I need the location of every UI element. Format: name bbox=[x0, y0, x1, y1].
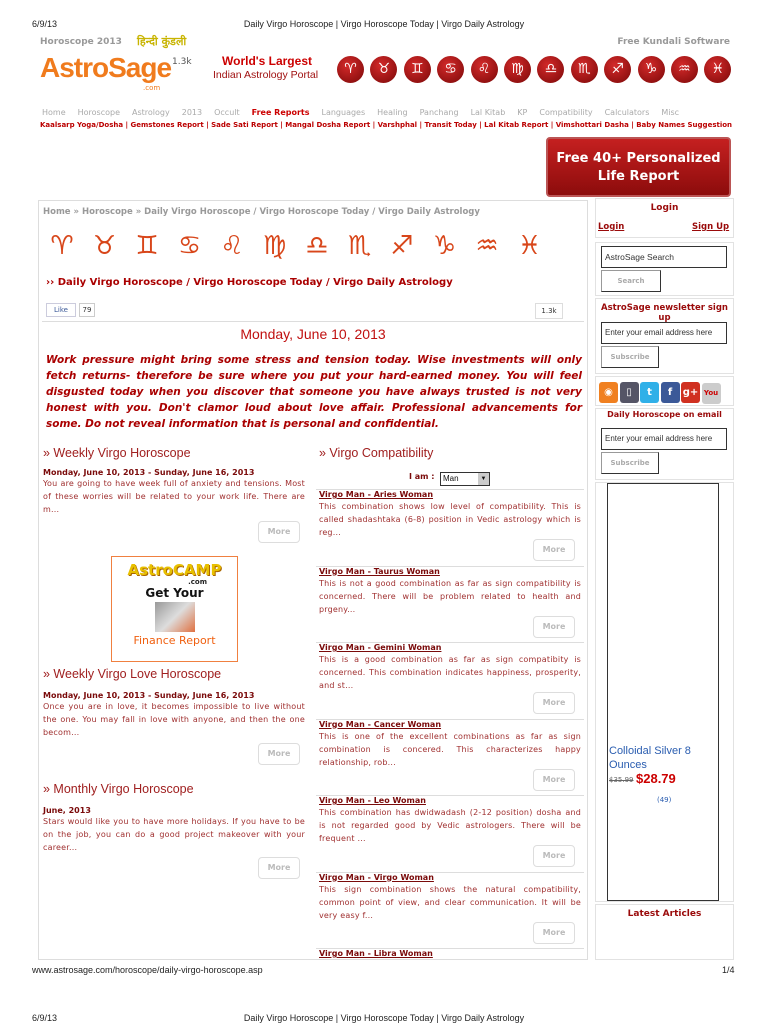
reviews-count[interactable]: (49) bbox=[657, 796, 672, 804]
zodiac-sign-icon[interactable]: ♎ bbox=[305, 231, 329, 261]
iam-label: I am : bbox=[409, 472, 435, 481]
zodiac-circle-icon[interactable]: ♊ bbox=[404, 56, 431, 83]
monthly-text: Stars would like you to have more holidays. If you have to be on the job, you can do a good project makeover with your career... bbox=[43, 817, 305, 852]
monthly-date: June, 2013 bbox=[43, 806, 91, 815]
cta-line1: Free 40+ Personalized bbox=[556, 151, 721, 166]
compat-item-text: This is one of the excellent combinations as far as sign combination is concered. This characterizes happy relationship, rob... bbox=[319, 731, 581, 767]
nav-item[interactable]: Misc bbox=[661, 108, 680, 117]
rss-icon[interactable]: ◉ bbox=[599, 382, 618, 403]
twitter-icon[interactable]: t bbox=[640, 382, 659, 403]
nav-item[interactable]: Panchang bbox=[419, 108, 459, 117]
zodiac-sign-icon[interactable]: ♐ bbox=[390, 231, 414, 261]
compat-item-title[interactable]: Virgo Man - Libra Woman bbox=[319, 949, 433, 958]
compat-more-button[interactable]: More bbox=[533, 845, 575, 867]
price: $28.79 bbox=[636, 771, 676, 786]
zodiac-circle-icon[interactable]: ♈ bbox=[337, 56, 364, 83]
compat-item-title[interactable]: Virgo Man - Cancer Woman bbox=[319, 719, 442, 729]
print-page-number: 1/4 bbox=[722, 965, 735, 975]
ad-com: .com bbox=[188, 578, 207, 586]
compat-item-title[interactable]: Virgo Man - Gemini Woman bbox=[319, 643, 442, 652]
search-input[interactable]: AstroSage Search bbox=[601, 246, 727, 268]
nav-item[interactable]: Astrology bbox=[132, 108, 170, 117]
zodiac-sign-icon[interactable]: ♌ bbox=[220, 231, 244, 261]
gender-select[interactable] bbox=[440, 472, 490, 486]
newsletter-email-input[interactable]: Enter your email address here bbox=[601, 322, 727, 344]
nav-item[interactable]: Occult bbox=[214, 108, 240, 117]
google-plus-icon[interactable]: g+ bbox=[681, 382, 700, 403]
nav-item[interactable]: Compatibility bbox=[539, 108, 593, 117]
zodiac-sign-icon[interactable]: ♓ bbox=[517, 231, 542, 261]
old-price: $35.99 bbox=[609, 776, 634, 784]
zodiac-circle-icon[interactable]: ♍ bbox=[504, 56, 531, 83]
zodiac-sign-icon[interactable]: ♋ bbox=[177, 231, 202, 261]
zodiac-circle-icon[interactable]: ♎ bbox=[537, 56, 564, 83]
search-button[interactable]: Search bbox=[601, 270, 661, 292]
zodiac-circle-icon[interactable]: ♉ bbox=[370, 56, 397, 83]
weekly-love-more-button[interactable]: More bbox=[258, 743, 300, 765]
compat-item-text: This is not a good combination as far as sign compatibility is concerned. There will be problem related to health and prgeny... bbox=[319, 578, 581, 614]
login-title: Login bbox=[650, 203, 679, 213]
monthly-title[interactable]: » Monthly Virgo Horoscope bbox=[43, 782, 194, 796]
weekly-text: You are going to have week full of anxiety and tensions. Most of these worries will be related to your work life. There are m... bbox=[43, 479, 305, 514]
login-link[interactable]: Login bbox=[598, 222, 625, 232]
compat-title[interactable]: » Virgo Compatibility bbox=[319, 446, 434, 460]
logo-com: .com bbox=[143, 84, 161, 92]
ad-brand: AstroCAMP bbox=[127, 561, 222, 579]
nav-item[interactable]: KP bbox=[517, 108, 528, 117]
tagline-2: Indian Astrology Portal bbox=[213, 69, 319, 81]
print-date: 6/9/13 bbox=[32, 19, 58, 29]
compat-item-title[interactable]: Virgo Man - Taurus Woman bbox=[319, 566, 440, 576]
compat-item-text: This combination has dwidwadash (2-12 position) dosha and is not regarded good by Vedic astrologers. There will be frequent ... bbox=[319, 808, 581, 843]
nav-item[interactable]: 2013 bbox=[181, 108, 203, 117]
compat-more-button[interactable]: More bbox=[533, 692, 575, 714]
nav-item[interactable]: Free Reports bbox=[251, 108, 310, 117]
zodiac-sign-icon[interactable]: ♍ bbox=[262, 231, 287, 261]
zodiac-circle-icon[interactable]: ♌ bbox=[471, 56, 498, 83]
nav-item[interactable]: Languages bbox=[321, 108, 366, 117]
page-heading: ›› Daily Virgo Horoscope / Virgo Horoscope Today / Virgo Daily Astrology bbox=[46, 277, 453, 288]
zodiac-sign-icon[interactable]: ♊ bbox=[135, 231, 159, 261]
product-ad[interactable] bbox=[607, 483, 719, 901]
social-icons bbox=[595, 376, 734, 406]
zodiac-circle-icon[interactable]: ♑ bbox=[638, 56, 665, 83]
print-date-2: 6/9/13 bbox=[32, 1013, 58, 1023]
monthly-more-button[interactable]: More bbox=[258, 857, 300, 879]
latest-articles-title: Latest Articles bbox=[627, 909, 702, 919]
print-title-2: Daily Virgo Horoscope | Virgo Horoscope Today | Virgo Daily Astrology bbox=[243, 1013, 525, 1023]
zodiac-sign-icon[interactable]: ♏ bbox=[347, 231, 372, 261]
compat-more-button[interactable]: More bbox=[533, 922, 575, 944]
facebook-like-count: 79 bbox=[79, 303, 95, 317]
hindi-kundali-link[interactable]: हिन्दी कुंडली bbox=[137, 35, 187, 48]
weekly-love-text: Once you are in love, it becomes impossible to live without the one. You may fall in love with anyone, and then the one becom... bbox=[43, 702, 305, 737]
daily-email-subscribe-button[interactable]: Subscribe bbox=[601, 452, 659, 474]
monthly-section bbox=[43, 782, 305, 854]
divider bbox=[42, 321, 584, 322]
breadcrumb[interactable]: Home » Horoscope » Daily Virgo Horoscope / Virgo Horoscope Today / Virgo Daily Astrology bbox=[43, 207, 480, 217]
compat-more-button[interactable]: More bbox=[533, 616, 575, 638]
zodiac-sign-icon[interactable]: ♈ bbox=[50, 231, 74, 261]
zodiac-circle-icon[interactable]: ♐ bbox=[604, 56, 631, 83]
compat-item-title[interactable]: Virgo Man - Virgo Woman bbox=[319, 872, 434, 882]
compat-item-title[interactable]: Virgo Man - Leo Woman bbox=[319, 796, 426, 805]
print-title: Daily Virgo Horoscope | Virgo Horoscope Today | Virgo Daily Astrology bbox=[243, 19, 525, 29]
cta-line2: Life Report bbox=[597, 169, 680, 184]
astrosage-logo[interactable]: AstroSage bbox=[40, 52, 172, 83]
chevron-down-icon: ▼ bbox=[478, 473, 489, 485]
free-kundali-link[interactable]: Free Kundali Software bbox=[617, 37, 730, 47]
tagline-1: World's Largest bbox=[222, 54, 312, 68]
zodiac-sign-icons bbox=[46, 230, 556, 262]
zodiac-circle-icon[interactable]: ♋ bbox=[437, 56, 464, 83]
weekly-love-title[interactable]: » Weekly Virgo Love Horoscope bbox=[43, 667, 222, 681]
youtube-icon[interactable]: You bbox=[702, 383, 721, 404]
ad-line2: Finance Report bbox=[133, 634, 216, 647]
weekly-section bbox=[43, 446, 305, 516]
compat-more-button[interactable]: More bbox=[533, 769, 575, 791]
weekly-date: Monday, June 10, 2013 - Sunday, June 16, 2013 bbox=[43, 468, 255, 477]
compat-item-text: This combination shows low level of compatibility. This is called shadashtaka (6-8) position in Vedic astrology which is reg... bbox=[319, 502, 581, 537]
signup-link[interactable]: Sign Up bbox=[692, 222, 730, 232]
share-count: 1.3k bbox=[535, 303, 563, 319]
newsletter-subscribe-button[interactable]: Subscribe bbox=[601, 346, 659, 368]
nav-item[interactable]: Horoscope bbox=[77, 108, 121, 117]
zodiac-circle-icon[interactable]: ♓ bbox=[704, 56, 731, 83]
nav-item[interactable]: Home bbox=[42, 108, 66, 117]
main-nav bbox=[42, 100, 691, 119]
weekly-love-section bbox=[43, 667, 305, 739]
zodiac-header-icons bbox=[337, 56, 738, 83]
sub-nav[interactable]: Kaalsarp Yoga/Dosha | Gemstones Report | Sade Sati Report | Mangal Dosha Report | Varshphal | Transit Today | Lal Kitab Report | Vimshottari Dasha | Baby Names Suggestion bbox=[40, 121, 733, 129]
daily-date: Monday, June 10, 2013 bbox=[240, 326, 386, 342]
product-title[interactable]: Colloidal Silver 8 Ounces bbox=[609, 745, 691, 771]
like-count: 1.3k bbox=[172, 57, 192, 67]
gender-select-value: Man bbox=[443, 474, 459, 483]
astrocamp-ad[interactable] bbox=[111, 556, 238, 662]
compat-more-button[interactable]: More bbox=[533, 539, 575, 561]
compat-item-text: This is a good combination as far as sign compatibity is concerned. This combination indicates happiness, prosperity, and st... bbox=[319, 655, 581, 690]
facebook-like-button[interactable]: Like bbox=[46, 303, 76, 317]
print-url: www.astrosage.com/horoscope/daily-virgo-horoscope.asp bbox=[32, 965, 263, 975]
ad-line1: Get Your bbox=[145, 586, 204, 600]
newsletter-title: AstroSage newsletter sign up bbox=[601, 303, 728, 323]
compat-item-text: This sign combination shows the natural compatibility, common point of view, and clear communication. It will be very easy f... bbox=[319, 884, 581, 920]
zodiac-circle-icon[interactable]: ♒ bbox=[671, 56, 698, 83]
weekly-more-button[interactable]: More bbox=[258, 521, 300, 543]
zodiac-sign-icon[interactable]: ♉ bbox=[92, 231, 117, 261]
daily-email-input[interactable]: Enter your email address here bbox=[601, 428, 727, 450]
zodiac-sign-icon[interactable]: ♑ bbox=[432, 231, 457, 261]
nav-item[interactable]: Lal Kitab bbox=[470, 108, 506, 117]
horoscope-2013-link[interactable]: Horoscope 2013 bbox=[40, 37, 122, 47]
daily-email-title: Daily Horoscope on email bbox=[607, 410, 722, 419]
weekly-title[interactable]: » Weekly Virgo Horoscope bbox=[43, 446, 191, 460]
mobile-icon[interactable]: ▯ bbox=[620, 382, 639, 403]
daily-prediction: Work pressure might bring some stress and tension today. Wise investments will only fetch returns- therefore be sure where you put your hard-earned money. You will feel disgusted today when you discover that someone you have always trusted is not very honest with you. Don't clamor loud about love affair. Professional advancements for some. Do not reveal information that is personal and confidential. bbox=[46, 354, 582, 430]
nav-item[interactable]: Calculators bbox=[604, 108, 650, 117]
free-report-button[interactable] bbox=[546, 137, 731, 197]
zodiac-circle-icon[interactable]: ♏ bbox=[571, 56, 598, 83]
weekly-love-date: Monday, June 10, 2013 - Sunday, June 16, 2013 bbox=[43, 691, 255, 700]
nav-item[interactable]: Healing bbox=[377, 108, 408, 117]
compat-item-title[interactable]: Virgo Man - Aries Woman bbox=[319, 490, 434, 499]
facebook-icon[interactable]: f bbox=[661, 382, 680, 403]
zodiac-sign-icon[interactable]: ♒ bbox=[475, 231, 499, 261]
money-hand-icon bbox=[155, 602, 195, 632]
